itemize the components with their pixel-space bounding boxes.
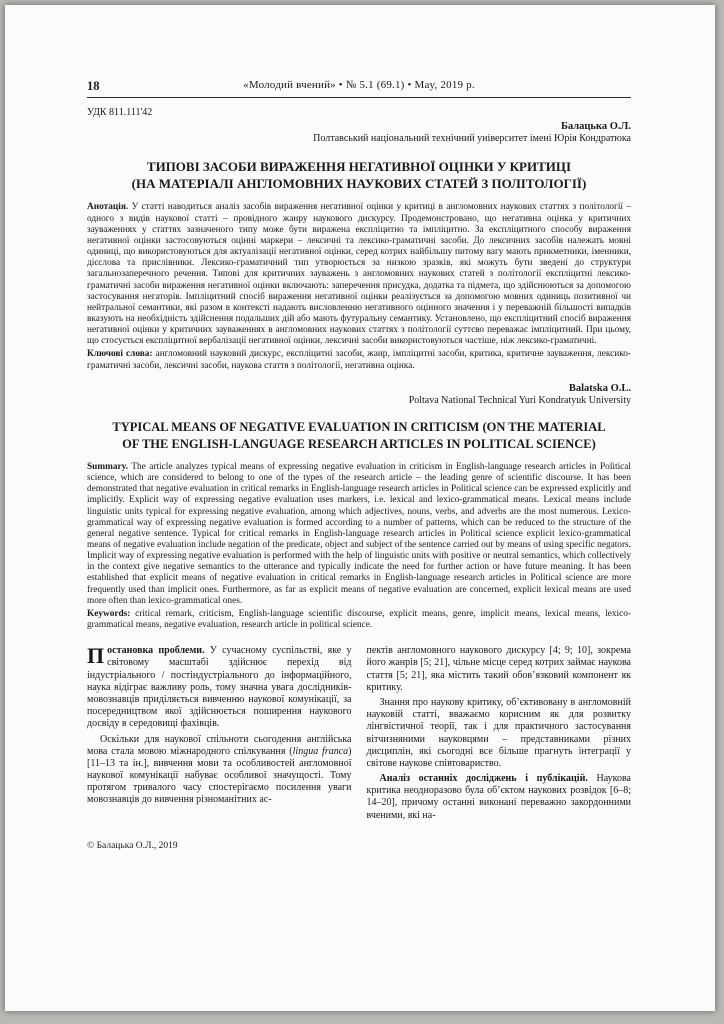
paragraph-lingua-franca xyxy=(87,734,352,807)
left-column xyxy=(87,645,352,825)
keywords-text-uk: англомовний науковий дискурс, експліцитні засоби, жанр, імпліцитні засоби, критика, критичне зауваження, лексико-граматичні засоби, лексичні засоби, наукова стаття з політології, негативна оцінка. xyxy=(87,349,631,371)
paragraph-text: Оскільки для наукової спільноти сьогодення англійська мова стала мовою міжнародного спілкування ( xyxy=(87,733,352,757)
paragraph-text: Наукова критика неодноразово була об’єктом наукових розвідок [6–8; 14–20], причому останні виконані переважно закордонними вченими, які на- xyxy=(366,773,631,821)
summary-label-en: Summary. xyxy=(87,461,129,472)
header-rule xyxy=(87,97,631,98)
paper-page xyxy=(5,5,715,1011)
page-content xyxy=(87,5,631,851)
keywords-label-uk: Ключові слова: xyxy=(87,349,153,360)
article-title-en xyxy=(97,419,621,452)
paragraph-problem-statement xyxy=(87,645,352,730)
dropcap-letter: П xyxy=(87,643,105,669)
paragraph-recent-research xyxy=(367,773,632,822)
paragraph-lead: Аналіз останніх досліджень і публікацій. xyxy=(379,773,588,785)
keywords-en xyxy=(87,609,631,631)
abstract-label-uk: Анотація. xyxy=(87,202,129,213)
paragraph-knowledge xyxy=(367,697,632,770)
udc-code: УДК 811.111'42 xyxy=(87,107,153,118)
author-name-uk: Балацька О.Л. xyxy=(560,121,631,132)
body-columns xyxy=(87,645,631,825)
article-title-uk xyxy=(93,159,625,193)
paragraph-text: У сучасному суспільстві, яке у світовому масштабі здійснює перехід від індустріального / постіндустріального до інформаційного, наука відіграє важливу роль, тому значна увага дослідників-мовознавців приділяється вивченню наукової комунікації, за посередництвом якої здійснюється поширення наукового досвіду в середовищі фахівців. xyxy=(87,645,352,730)
abstract-text-uk: У статті наводиться аналіз засобів вираження негативної оцінки у критиці в англомовних наукових статтях з політології – одного з видів наукової статті – провідного жанру наукового дискурсу. Продемонстровано, що негативна оцінка у критичних зауваженнях у статтях зазначеного типу може бути виражена експліцитно та імпліцитно. За експліцитного способу вираження негативної оцінки застосовуються оцінні маркери – лексичні та лексико-граматичні засоби. До лексичних засобів належать мовні одиниці, що використовуються для актуалізації негативної оцінки, серед котрих найбільшу питому вагу мають прикметники, іменники, дієслова та прислівники. Лексико-граматичний тип утворюється за низкою зразків, які можуть бути зведені до структури загальнозаперечного речення. Типові для критичних зауважень з англомовних наукових статей з політології експліцитні лексико-граматичні засоби вираження негативної оцінки включають: заперечення присудка, додатка та підмета, що здійснюються за допомогою застосування негаторів. Імпліцитний спосіб вираження негативної оцінки реалізується за допомогою мовних одиниць позитивної чи нейтральної семантики, які разом в контексті надають висловленню негативного оцінного значення і у переважній більшості випадків вказують на необхідність здійснення подальших дій або мають футуральну семантику. Установлено, що експліцитний спосіб вираження негативної оцінки у критичних зауваженнях в англомовних наукових статтях з політології суттєво переважає імпліцитний. При цьому, що стосується експліцитної вербалізації негативної оцінки, лексичні засоби використовуються частіше, ніж лексико-граматичні. xyxy=(87,202,632,347)
paragraph-lead: остановка проблеми. xyxy=(107,645,205,657)
keywords-text-en: critical remark, criticism, English-language scientific discourse, explicit means, genre, implicit means, lexical means, lexico-grammatical means, negative evaluation, research article in political science. xyxy=(87,608,632,631)
author-name-en: Balatska O.L. xyxy=(568,382,631,394)
keywords-uk xyxy=(87,349,631,371)
article-title-uk-line2: (НА МАТЕРІАЛІ АНГЛОМОВНИХ НАУКОВИХ СТАТЕЙ З ПОЛІТОЛОГІЇ) xyxy=(131,175,587,191)
page-header xyxy=(87,79,631,94)
author-affiliation-en: Poltava National Technical Yuri Kondratyuk University xyxy=(408,394,631,406)
keywords-label-en: Keywords: xyxy=(87,608,131,619)
author-block-uk xyxy=(87,120,631,146)
journal-header: «Молодий вчений» • № 5.1 (69.1) • May, 2019 р. xyxy=(243,79,475,91)
article-title-uk-line1: ТИПОВІ ЗАСОБИ ВИРАЖЕННЯ НЕГАТИВНОЇ ОЦІНКИ У КРИТИЦІ xyxy=(146,158,572,174)
abstract-uk xyxy=(87,202,631,347)
author-block-en xyxy=(87,382,631,408)
paragraph-text: Знання про наукову критику, об’єктивовану в англомовній науковій статті, вважаємо корисним як для розвитку лінгвістичної теорії, так і для практичного застосування вітчизняними науковцями – представниками різних дисциплін, які сьогодні все більше прагнуть інтеграції у світове наукове співтовариство. xyxy=(366,696,631,769)
article-title-en-line2: OF THE ENGLISH-LANGUAGE RESEARCH ARTICLES IN POLITICAL SCIENCE) xyxy=(122,436,596,451)
page-number: 18 xyxy=(87,79,100,93)
copyright-notice: © Балацька О.Л., 2019 xyxy=(87,840,178,851)
paragraph-text: пектів англомовного наукового дискурсу [4; 9; 10], зокрема його жанрів [5; 21], чільне місце серед котрих займає наукова стаття [5; 21], яка містить такий обов’язковий компонент як критику. xyxy=(366,645,631,693)
right-column xyxy=(367,645,632,825)
paragraph-continuation xyxy=(367,645,632,694)
article-title-en-line1: TYPICAL MEANS OF NEGATIVE EVALUATION IN CRITICISM (ON THE MATERIAL xyxy=(112,420,606,435)
summary-en xyxy=(87,462,631,607)
author-affiliation-uk: Полтавський національний технічний університет імені Юрія Кондратюка xyxy=(313,133,631,145)
summary-text-en: The article analyzes typical means of expressing negative evaluation in criticism in English-language research articles in Political science, which are considered to belong to one of the types of the research article – the leading genre of scientific discourse. It has been demonstrated that negative evaluation in critical remarks in English-language research articles in Political science can be expressed explicitly and implicitly. Explicit way of expressing negative evaluation uses markers, i.e. lexical and lexico-grammatical means. Lexical means include linguistic units typical for expressing negative evaluation, among which adjectives, nouns, verbs, and adverbs are the most numerous. Lexico-grammatical way of expressing negative evaluation is formed according to a number of patterns, which can be reduced to the structure of the general negative sentence. Typical for critical remarks in English-language research articles in Political science explicit lexico-grammatical means of negative evaluation include negation of the predicate, object and subject of the sentence carried out by means of using specific negators. Implicit way of expressing negative evaluation is performed with the help of linguistic units with positive or neutral semantics, which collectively in the context give negative semantics to the utterance and typically indicate the need for further action or have future meaning. It has been established that explicit means of negative evaluation in critical remarks in English-language research articles in Political science are more frequently used than implicit ones. Furthermore, as far as explicit means of negative evaluation are concerned, explicit lexical means are used more often than lexico-grammatical ones. xyxy=(87,461,631,606)
paragraph-italic-term: lingua franca xyxy=(292,745,349,757)
paragraph-text: ) [11–13 та ін.], вивчення мови та особливостей англомовної наукової комунікації набуває особливої значущості. Тому протягом тривалого часу спостерігаємо посилення уваги мовознавців до вивчення різноманітних ас- xyxy=(87,745,352,806)
